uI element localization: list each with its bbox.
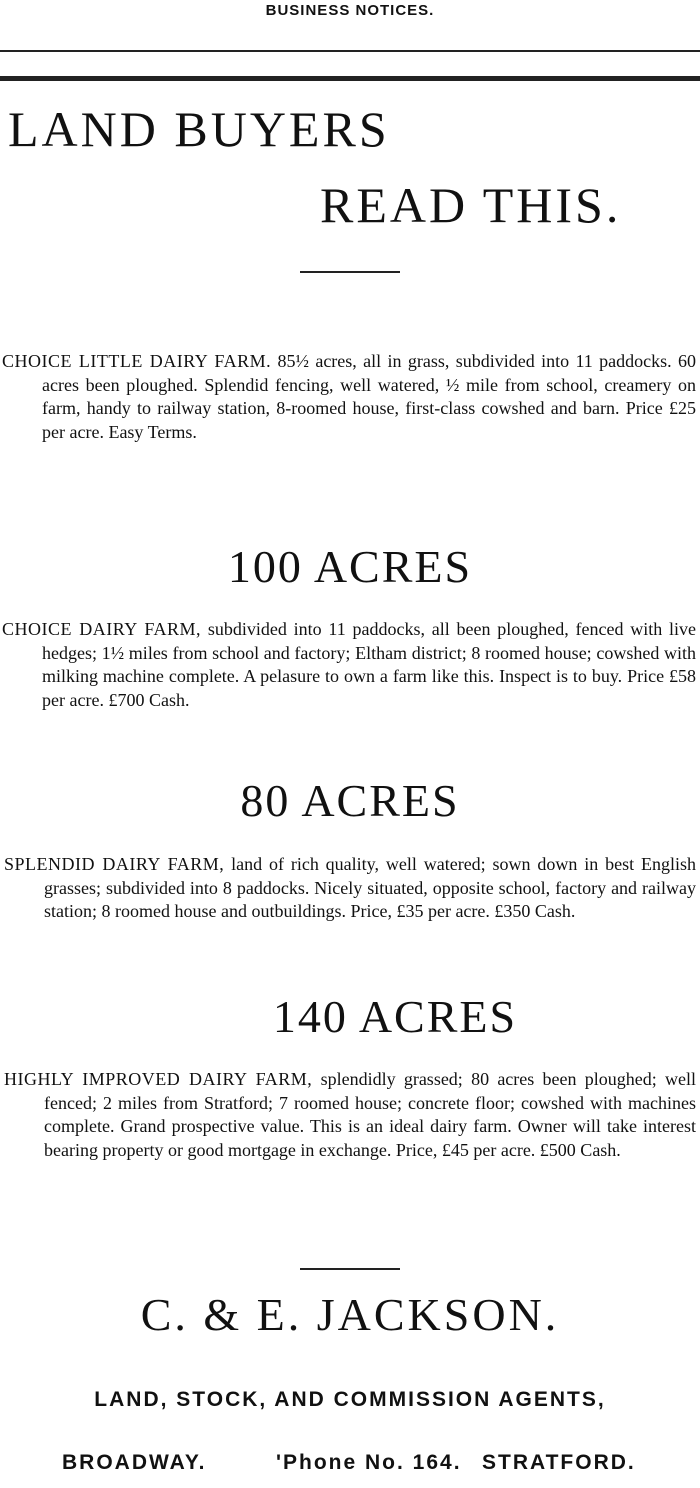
firm-name: C. & E. JACKSON. (140, 1289, 560, 1340)
listing-3 (4, 853, 697, 924)
listing-2-lead: CHOICE DAIRY FARM, (2, 619, 202, 639)
footer-town: STRATFORD. (482, 1451, 636, 1474)
listing-3-lead: SPLENDID DAIRY FARM, (4, 854, 225, 874)
header-rule-thick (0, 76, 700, 81)
listing-3-text: land of rich quality, well watered; sown down in best English grasses; subdivided into 8 paddocks. Nicely situated, opposite school, factory and railway station; 8 roomed house and outbuildings. Price, £35 per acre. £350 Cash. (44, 854, 697, 921)
listing-4 (4, 1068, 697, 1162)
listing-2-text: subdivided into 11 paddocks, all been ploughed, fenced with live hedges; 1½ miles from school and factory; Eltham district; 8 roomed house; cowshed with milking machine complete. A pelasure to own a farm like this. Inspect is to buy. Price £58 per acre. £700 Cash. (42, 619, 696, 710)
listing-3-heading: 80 ACRES (240, 775, 460, 826)
listing-1-lead: CHOICE LITTLE DAIRY FARM. (2, 351, 272, 371)
firm-dash (300, 1268, 400, 1270)
listing-4-text: splendidly grassed; 80 acres been ploughed; well fenced; 2 miles from Stratford; 7 roomed house; concrete floor; cowshed with machines complete. Grand prospective value. This is an ideal dairy farm. Owner will take interest bearing property or good mortgage in exchange. Price, £45 per acre. £500 Cash. (44, 1069, 697, 1160)
listing-4-lead: HIGHLY IMPROVED DAIRY FARM, (4, 1069, 313, 1089)
headline-line2: READ THIS. (320, 177, 622, 233)
header-rule-thin (0, 50, 700, 52)
listing-1 (2, 350, 697, 444)
listing-2 (2, 618, 696, 712)
headline-line1: LAND BUYERS (8, 101, 390, 157)
listing-1-text: 85½ acres, all in grass, subdivided into 11 paddocks. 60 acres been ploughed. Splendid fencing, well watered, ½ mile from school, creamery on farm, handy to railway station, 8-roomed house, first-class cowshed and barn. Price £25 per acre. Easy Terms. (42, 351, 697, 442)
section-header: BUSINESS NOTICES. (265, 2, 435, 19)
headline-dash (300, 271, 400, 273)
footer-street: BROADWAY. (62, 1451, 207, 1474)
footer-phone: 'Phone No. 164. (276, 1451, 462, 1474)
firm-description: LAND, STOCK, AND COMMISSION AGENTS, (94, 1388, 606, 1411)
listing-2-heading: 100 ACRES (227, 541, 473, 592)
listing-4-heading: 140 ACRES (272, 991, 518, 1042)
